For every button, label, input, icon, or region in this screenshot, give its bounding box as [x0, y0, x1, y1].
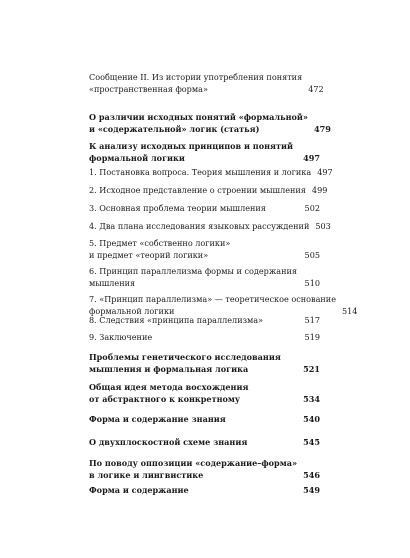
toc-entry: [89, 166, 333, 178]
toc-entry-page-number: 479: [313, 124, 331, 134]
toc-entry-title-line: формальной логики: [89, 306, 175, 316]
toc-entry: [89, 71, 324, 95]
toc-entry: [89, 351, 320, 375]
toc-entry-title: [89, 184, 312, 196]
toc-entry-title-line: «пространственная форма»: [89, 84, 208, 94]
toc-entry: [89, 237, 320, 261]
toc-entry: [89, 331, 320, 343]
toc-entry-title-line: 1. Постановка вопроса. Теория мышления и логика: [89, 167, 312, 177]
toc-entry-title-line: и предмет «теорий логики»: [89, 250, 209, 260]
toc-entry-title: [89, 71, 308, 95]
toc-entry-title-line: 3. Основная проблема теории мышления: [89, 203, 266, 213]
toc-entry-title-line: и «содержательной» логик (статья): [89, 124, 260, 134]
toc-entry-title-line: мышления и формальная логика: [89, 364, 249, 374]
toc-entry-title: [89, 237, 292, 261]
toc-entry-title: [89, 202, 292, 214]
toc-entry-title-line: мышления: [89, 278, 136, 288]
toc-entry-title-line: 6. Принцип параллелизма формы и содержания: [89, 266, 298, 276]
toc-entry-title-line: Сообщение II. Из истории употребления понятия: [89, 72, 303, 82]
toc-entry-page-number: 497: [303, 153, 320, 163]
toc-entry-page-number: 499: [311, 185, 328, 195]
toc-entry-title-line: Проблемы генетического исследования: [89, 352, 281, 362]
toc-entry-page-number: 545: [303, 437, 320, 447]
toc-entry-page-number: 546: [303, 470, 320, 480]
toc-entry-title-line: О различии исходных понятий «формальной»: [89, 112, 308, 122]
toc-entry: [89, 265, 320, 289]
toc-entry-page-number: 540: [303, 414, 320, 424]
toc-entry-page-number: 521: [303, 364, 320, 374]
toc-entry-title: [89, 331, 292, 343]
toc-entry-title-line: Форма и содержание знания: [89, 414, 226, 424]
toc-entry-title-line: в логике и лингвистике: [89, 470, 204, 480]
toc-entry-title: [89, 140, 299, 164]
toc-entry-page-number: 514: [342, 306, 358, 316]
toc-entry: [89, 484, 320, 496]
toc-entry-title-line: К анализу исходных принципов и понятий: [89, 141, 294, 151]
toc-entry-page-number: 549: [303, 485, 320, 495]
toc-entry-page-number: 502: [304, 203, 320, 213]
toc-entry-title-line: от абстрактного к конкретному: [89, 394, 241, 404]
toc-entry-title-line: 9. Заключение: [89, 332, 153, 342]
toc-entry-page-number: 503: [315, 221, 331, 231]
toc-entry-title-line: Общая идея метода восхождения: [89, 382, 249, 392]
toc-entry-title-line: 2. Исходное представление о строении мышления: [89, 185, 306, 195]
toc-entry-title-line: формальной логики: [89, 153, 185, 163]
toc-entry-title-line: Форма и содержание: [89, 485, 189, 495]
toc-entry-title: [89, 351, 292, 375]
toc-entry-title: [89, 457, 303, 481]
toc-entry-title: [89, 111, 314, 135]
toc-entry-page-number: 510: [304, 278, 320, 288]
toc-entry-title: [89, 436, 292, 448]
toc-entry: [89, 220, 331, 232]
toc-entry-title: [89, 265, 303, 289]
toc-entry: [89, 111, 331, 135]
toc-entry-title: [89, 220, 315, 232]
toc-entry-title: [89, 413, 292, 425]
toc-entry-title-line: 5. Предмет «собственно логики»: [89, 238, 231, 248]
toc-entry-title: [89, 484, 292, 496]
toc-entry-page-number: 534: [303, 394, 320, 404]
toc-entry-title-line: 8. Следствия «принципа параллелизма»: [89, 315, 264, 325]
toc-entry-page-number: 517: [304, 315, 320, 325]
toc-entry-title: [89, 166, 317, 178]
toc-entry-title-line: О двухплоскостной схеме знания: [89, 437, 248, 447]
toc-entry: [89, 140, 320, 164]
toc-entry: [89, 381, 320, 405]
toc-entry-page-number: 505: [304, 250, 320, 260]
toc-entry-title: [89, 314, 292, 326]
toc-entry: [89, 457, 320, 481]
toc-entry: [89, 184, 328, 196]
toc-entry-title-line: 4. Два плана исследования языковых рассуждений: [89, 221, 310, 231]
toc-entry-page-number: 472: [308, 84, 324, 94]
toc-entry-title-line: По поводу оппозиции «содержание–форма»: [89, 458, 298, 468]
toc-entry-title: [89, 381, 292, 405]
toc-entry-page-number: 519: [304, 332, 320, 342]
toc-entry: [89, 202, 320, 214]
toc-entry-title-line: 7. «Принцип параллелизма» — теоретическое основание: [89, 294, 336, 304]
toc-entry: [89, 314, 320, 326]
toc-entry-page-number: 497: [317, 167, 333, 177]
toc-entry: [89, 436, 320, 448]
toc-entry: [89, 413, 320, 425]
